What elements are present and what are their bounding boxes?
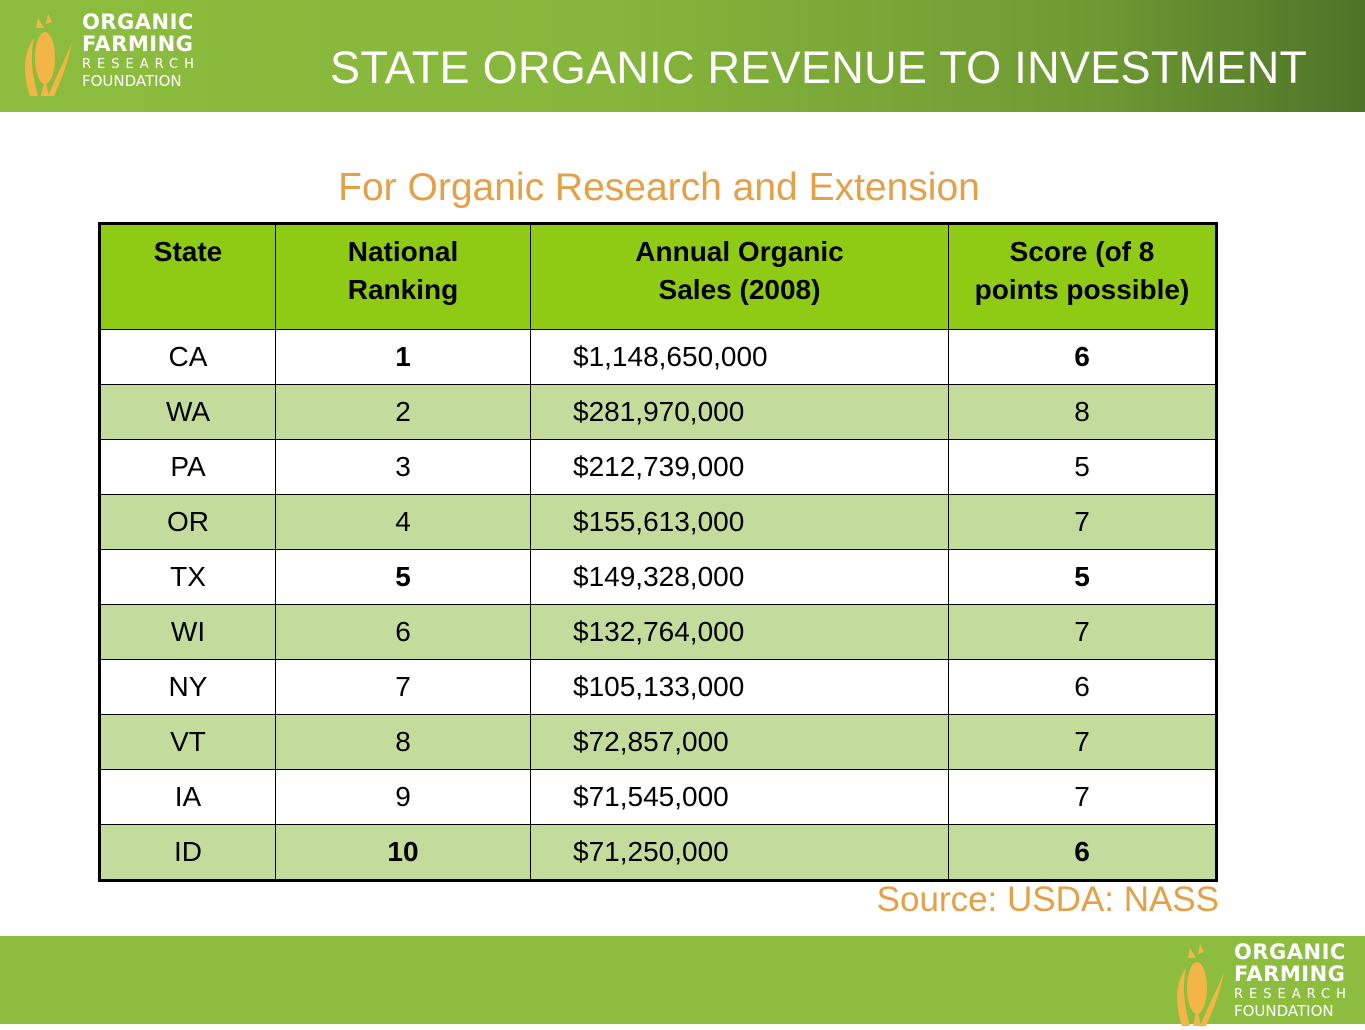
cell-rank: 1 xyxy=(276,330,531,385)
organic-revenue-table xyxy=(98,222,1218,882)
logo-line-2: FARMING xyxy=(82,32,194,56)
cell-score: 7 xyxy=(949,715,1217,770)
header-score-line-1: Score (of 8 xyxy=(1009,236,1155,267)
cell-sales: $132,764,000 xyxy=(531,605,949,660)
header-score xyxy=(949,224,1217,330)
logo-line-3: RESEARCH xyxy=(1234,987,1352,1002)
logo-wordmark xyxy=(82,12,200,89)
table-row xyxy=(100,660,1217,715)
cell-score: 6 xyxy=(949,660,1217,715)
corn-stalk-icon xyxy=(18,12,76,100)
cell-state: PA xyxy=(100,440,276,495)
header-bar xyxy=(0,0,1365,112)
cell-score: 7 xyxy=(949,605,1217,660)
cell-sales: $1,148,650,000 xyxy=(531,330,949,385)
cell-rank: 9 xyxy=(276,770,531,825)
logo-line-1: ORGANIC xyxy=(82,10,194,34)
cell-state: NY xyxy=(100,660,276,715)
table-row xyxy=(100,550,1217,605)
table-row xyxy=(100,330,1217,385)
logo-line-4: FOUNDATION xyxy=(82,72,182,90)
cell-score: 6 xyxy=(949,330,1217,385)
cell-rank: 7 xyxy=(276,660,531,715)
cell-sales: $71,250,000 xyxy=(531,825,949,881)
cell-rank: 3 xyxy=(276,440,531,495)
cell-state: VT xyxy=(100,715,276,770)
header-score-line-2: points possible) xyxy=(974,274,1190,305)
header-rank xyxy=(276,224,531,330)
cell-rank: 2 xyxy=(276,385,531,440)
header-sales-line-1: Annual Organic xyxy=(635,236,844,267)
cell-score: 5 xyxy=(949,440,1217,495)
cell-state: WA xyxy=(100,385,276,440)
source-note: Source: USDA: NASS xyxy=(876,880,1219,919)
header-sales xyxy=(531,224,949,330)
footer-bar xyxy=(0,936,1365,1024)
table-row xyxy=(100,495,1217,550)
logo-line-3: RESEARCH xyxy=(82,57,200,72)
table-row xyxy=(100,825,1217,881)
page-title: STATE ORGANIC REVENUE TO INVESTMENT xyxy=(330,42,1308,93)
cell-rank: 6 xyxy=(276,605,531,660)
subtitle: For Organic Research and Extension xyxy=(338,166,980,209)
footer-logo xyxy=(1170,942,1352,1030)
cell-rank: 10 xyxy=(276,825,531,881)
cell-score: 6 xyxy=(949,825,1217,881)
table-header-row xyxy=(100,224,1217,330)
cell-state: TX xyxy=(100,550,276,605)
table-row xyxy=(100,770,1217,825)
table-row xyxy=(100,605,1217,660)
header-rank-line-1: National xyxy=(347,236,459,267)
cell-score: 7 xyxy=(949,770,1217,825)
header-state xyxy=(100,224,276,330)
cell-state: WI xyxy=(100,605,276,660)
cell-sales: $71,545,000 xyxy=(531,770,949,825)
cell-score: 5 xyxy=(949,550,1217,605)
table-row xyxy=(100,385,1217,440)
table-row xyxy=(100,715,1217,770)
cell-score: 8 xyxy=(949,385,1217,440)
logo-line-2: FARMING xyxy=(1234,962,1346,986)
cell-sales: $212,739,000 xyxy=(531,440,949,495)
footer-logo-wordmark xyxy=(1234,942,1352,1019)
table-row xyxy=(100,440,1217,495)
logo-line-1: ORGANIC xyxy=(1234,940,1346,964)
header-sales-line-2: Sales (2008) xyxy=(658,274,821,305)
cell-sales: $281,970,000 xyxy=(531,385,949,440)
header-state-label: State xyxy=(153,236,223,267)
cell-state: CA xyxy=(100,330,276,385)
header-rank-line-2: Ranking xyxy=(347,274,459,305)
cell-sales: $149,328,000 xyxy=(531,550,949,605)
cell-rank: 5 xyxy=(276,550,531,605)
cell-sales: $72,857,000 xyxy=(531,715,949,770)
cell-rank: 8 xyxy=(276,715,531,770)
cell-sales: $105,133,000 xyxy=(531,660,949,715)
cell-rank: 4 xyxy=(276,495,531,550)
cell-state: ID xyxy=(100,825,276,881)
corn-stalk-icon xyxy=(1170,942,1228,1030)
cell-score: 7 xyxy=(949,495,1217,550)
logo-line-4: FOUNDATION xyxy=(1234,1002,1334,1020)
logo xyxy=(18,12,200,100)
cell-sales: $155,613,000 xyxy=(531,495,949,550)
cell-state: IA xyxy=(100,770,276,825)
cell-state: OR xyxy=(100,495,276,550)
